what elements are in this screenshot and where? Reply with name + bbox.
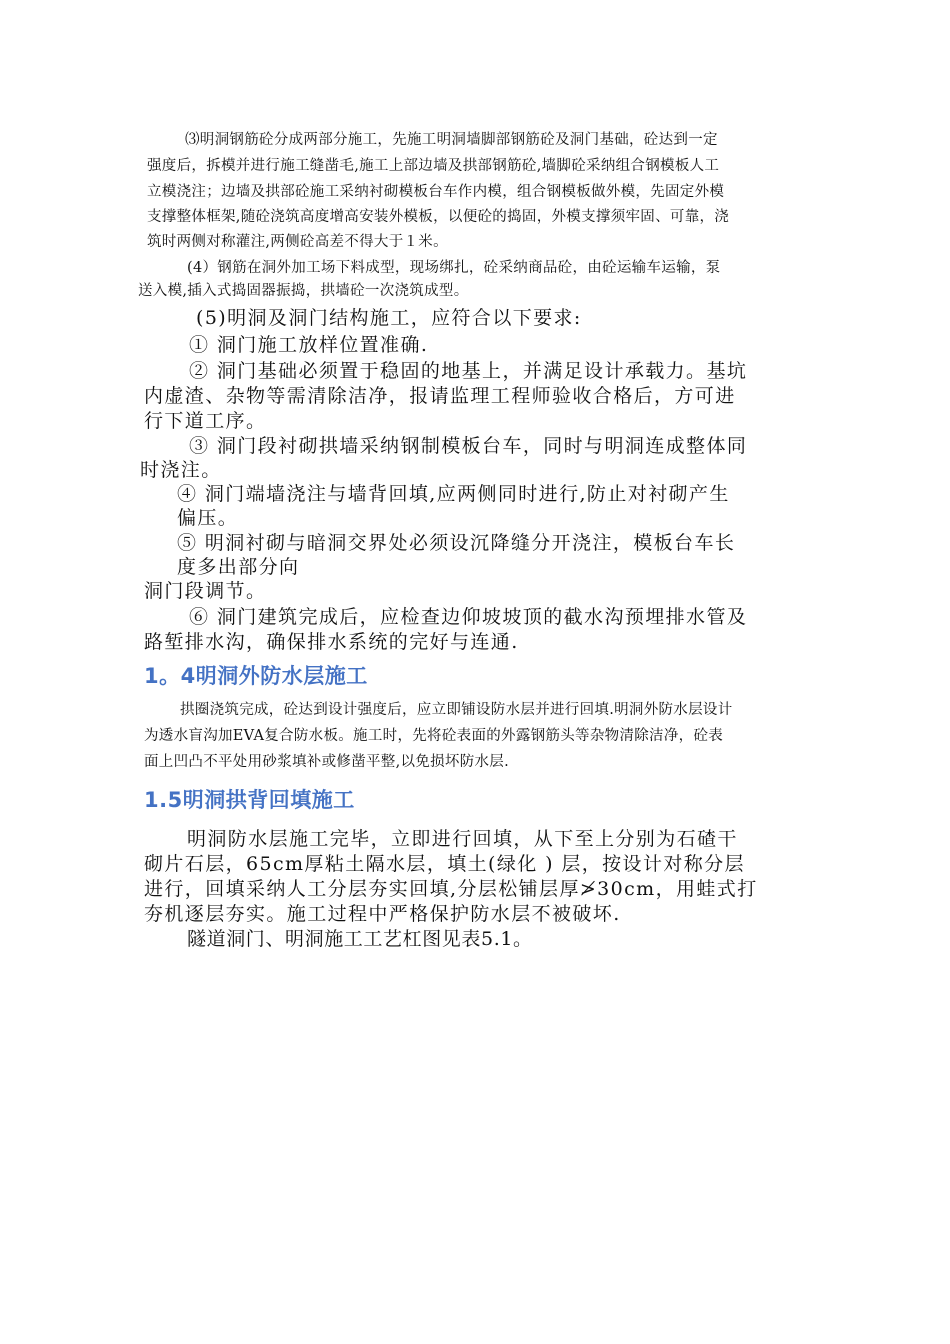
section-1-5-line-3: 进行，回填采纳人工分层夯实回填,分层松铺层厚≯30cm，用蛙式打 (144, 878, 758, 900)
section-1-4-line-2: 为透水盲沟加EVA复合防水板。施工时，先将砼表面的外露钢筋头等杂物清除洁净，砼表 (144, 728, 724, 744)
requirement-5-line-2: 度多出部分向 (177, 556, 300, 578)
para-3-line-2: 强度后，拆模并进行施工缝凿毛,施工上部边墙及拱部钢筋砼,墙脚砼采纳组合钢模板人工 (147, 158, 720, 174)
para-3-line-5: 筑时两侧对称灌注,两侧砼高差不得大于１米。 (147, 234, 448, 250)
requirement-4-line-2: 偏压。 (177, 507, 239, 529)
requirement-3-line-1: ③ 洞门段衬砌拱墙采纳钢制模板台车，同时与明洞连成整体同 (189, 435, 748, 457)
requirement-2-line-1: ② 洞门基础必须置于稳固的地基上，并满足设计承载力。基坑 (189, 360, 748, 382)
requirement-3-line-2: 时浇注。 (140, 459, 222, 481)
requirement-6-line-2: 路堑排水沟，确保排水系统的完好与连通. (144, 631, 519, 653)
section-heading-1-5: 1.5明洞拱背回填施工 (144, 788, 355, 812)
closing-line: 隧道洞门、明洞施工工艺杠图见表5.1。 (187, 928, 533, 950)
section-1-4-line-1: 拱圈浇筑完成，砼达到设计强度后，应立即铺设防水层并进行回填.明洞外防水层设计 (180, 702, 733, 718)
section-1-5-line-4: 夯机逐层夯实。施工过程中严格保护防水层不被破坏. (144, 903, 621, 925)
requirement-2-line-2: 内虚渣、杂物等需清除洁净，报请监理工程师验收合格后，方可进 (144, 385, 736, 407)
para-3-line-3: 立模浇注；边墙及拱部砼施工采纳衬砌模板台车作内模，组合钢模板做外模，先固定外模 (147, 184, 725, 200)
section-1-5-line-1: 明洞防水层施工完毕，立即进行回填，从下至上分别为石碴干 (187, 828, 738, 850)
para-4-line-1: (4）钢筋在洞外加工场下料成型，现场绑扎，砼采纳商品砼，由砼运输车运输，泵 (187, 260, 721, 276)
requirement-2-line-3: 行下道工序。 (144, 410, 267, 432)
section-1-5-line-2: 砌片石层，65cm厚粘土隔水层，填土(绿化 ) 层，按设计对称分层 (144, 853, 745, 875)
requirement-4-line-1: ④ 洞门端墙浇注与墙背回填,应两侧同时进行,防止对衬砌产生 (177, 483, 730, 505)
requirement-5-line-1: ⑤ 明洞衬砌与暗洞交界处必须设沉降缝分开浇注，模板台车长 (177, 532, 736, 554)
para-3-line-1: ⑶明洞钢筋砼分成两部分施工，先施工明洞墙脚部钢筋砼及洞门基础，砼达到一定 (185, 132, 718, 148)
requirement-6-line-1: ⑥ 洞门建筑完成后，应检查边仰坡坡顶的截水沟预埋排水管及 (189, 606, 748, 628)
para-5-title: (5)明洞及洞门结构施工，应符合以下要求: (196, 307, 582, 329)
para-4-line-2: 送入模,插入式捣固器振捣，拱墙砼一次浇筑成型。 (138, 283, 469, 299)
requirement-5-line-3: 洞门段调节。 (144, 580, 267, 602)
para-3-line-4: 支撑整体框架,随砼浇筑高度增高安装外模板，以便砼的捣固，外模支撑须牢固、可靠，浇 (147, 209, 730, 225)
section-heading-1-4: 1。4明洞外防水层施工 (144, 664, 368, 688)
requirement-1: ① 洞门施工放样位置准确. (189, 334, 429, 356)
section-1-4-line-3: 面上凹凸不平处用砂浆填补或修凿平整,以免损坏防水层. (144, 754, 510, 770)
